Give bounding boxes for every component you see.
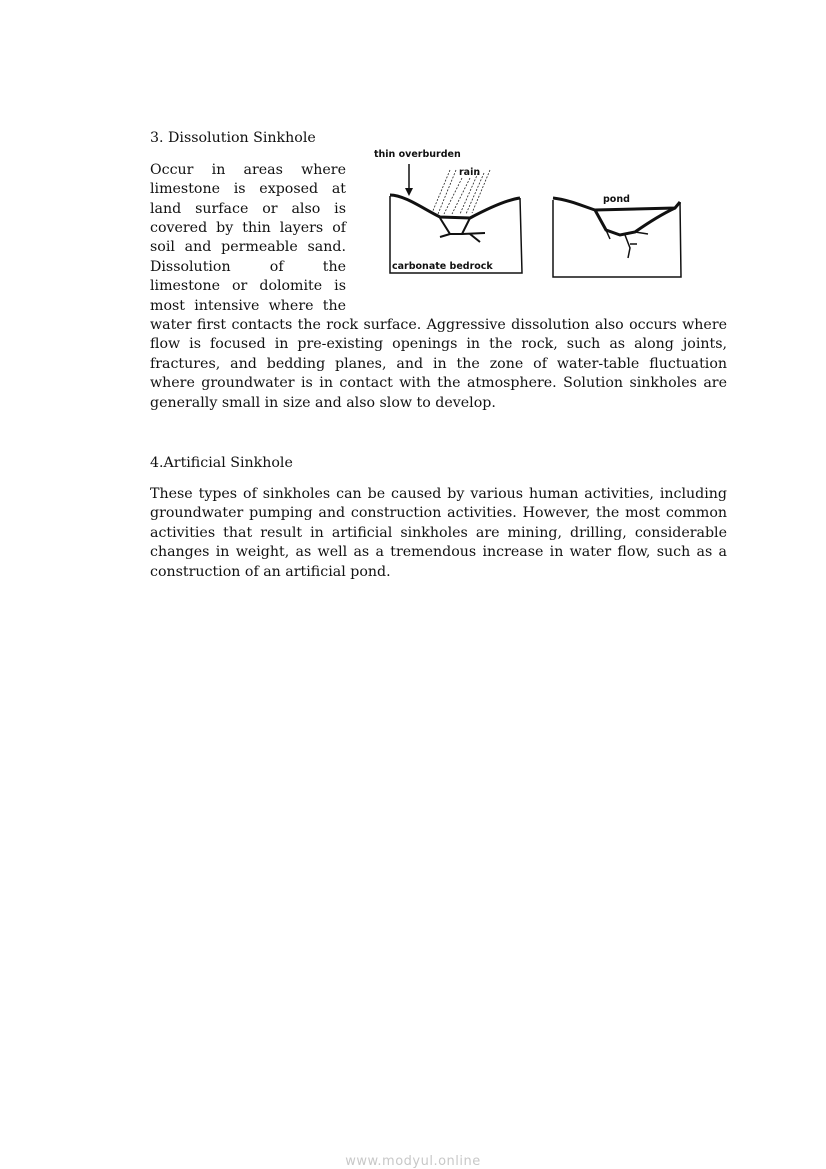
label-pond: pond xyxy=(603,194,630,205)
dissolution-sinkhole-diagram xyxy=(370,140,690,290)
text-line: covered by thin layers of xyxy=(150,220,346,236)
watermark: www.modyul.online xyxy=(345,1154,481,1169)
text-line: limestone is exposed at xyxy=(150,181,346,197)
text-line: flow is focused in pre-existing openings in the rock, such as along joints, xyxy=(150,336,727,352)
text-line: construction of an artificial pond. xyxy=(150,564,391,580)
text-line: fractures, and bedding planes, and in the zone of water-table fluctuation xyxy=(150,356,727,372)
text-line: These types of sinkholes can be caused by various human activities, including xyxy=(150,486,727,502)
text-line: land surface or also is xyxy=(150,201,346,217)
label-carbonate-bedrock: carbonate bedrock xyxy=(392,261,493,272)
text-line: soil and permeable sand. xyxy=(150,239,346,255)
text-line: Dissolution of the xyxy=(150,259,346,275)
text-line: limestone or dolomite is xyxy=(150,278,346,294)
text-line: where groundwater is in contact with the atmosphere. Solution sinkholes are xyxy=(150,375,727,391)
text-line: groundwater pumping and construction activities. However, the most common xyxy=(150,505,727,521)
text-line: changes in weight, as well as a tremendous increase in water flow, such as a xyxy=(150,544,727,560)
text-line: Occur in areas where xyxy=(150,162,346,178)
text-line: most intensive where the xyxy=(150,298,346,314)
section-3-title: 3. Dissolution Sinkhole xyxy=(150,130,316,146)
label-thin-overburden: thin overburden xyxy=(374,149,461,160)
label-rain: rain xyxy=(459,167,481,178)
arrow-head-icon xyxy=(405,188,413,196)
text-line: activities that result in artificial sinkholes are mining, drilling, considerable xyxy=(150,525,727,541)
text-line: water first contacts the rock surface. Aggressive dissolution also occurs where xyxy=(150,317,727,333)
right-block xyxy=(553,194,681,277)
text-line: generally small in size and also slow to develop. xyxy=(150,395,496,411)
section-4-title: 4.Artificial Sinkhole xyxy=(150,455,293,471)
